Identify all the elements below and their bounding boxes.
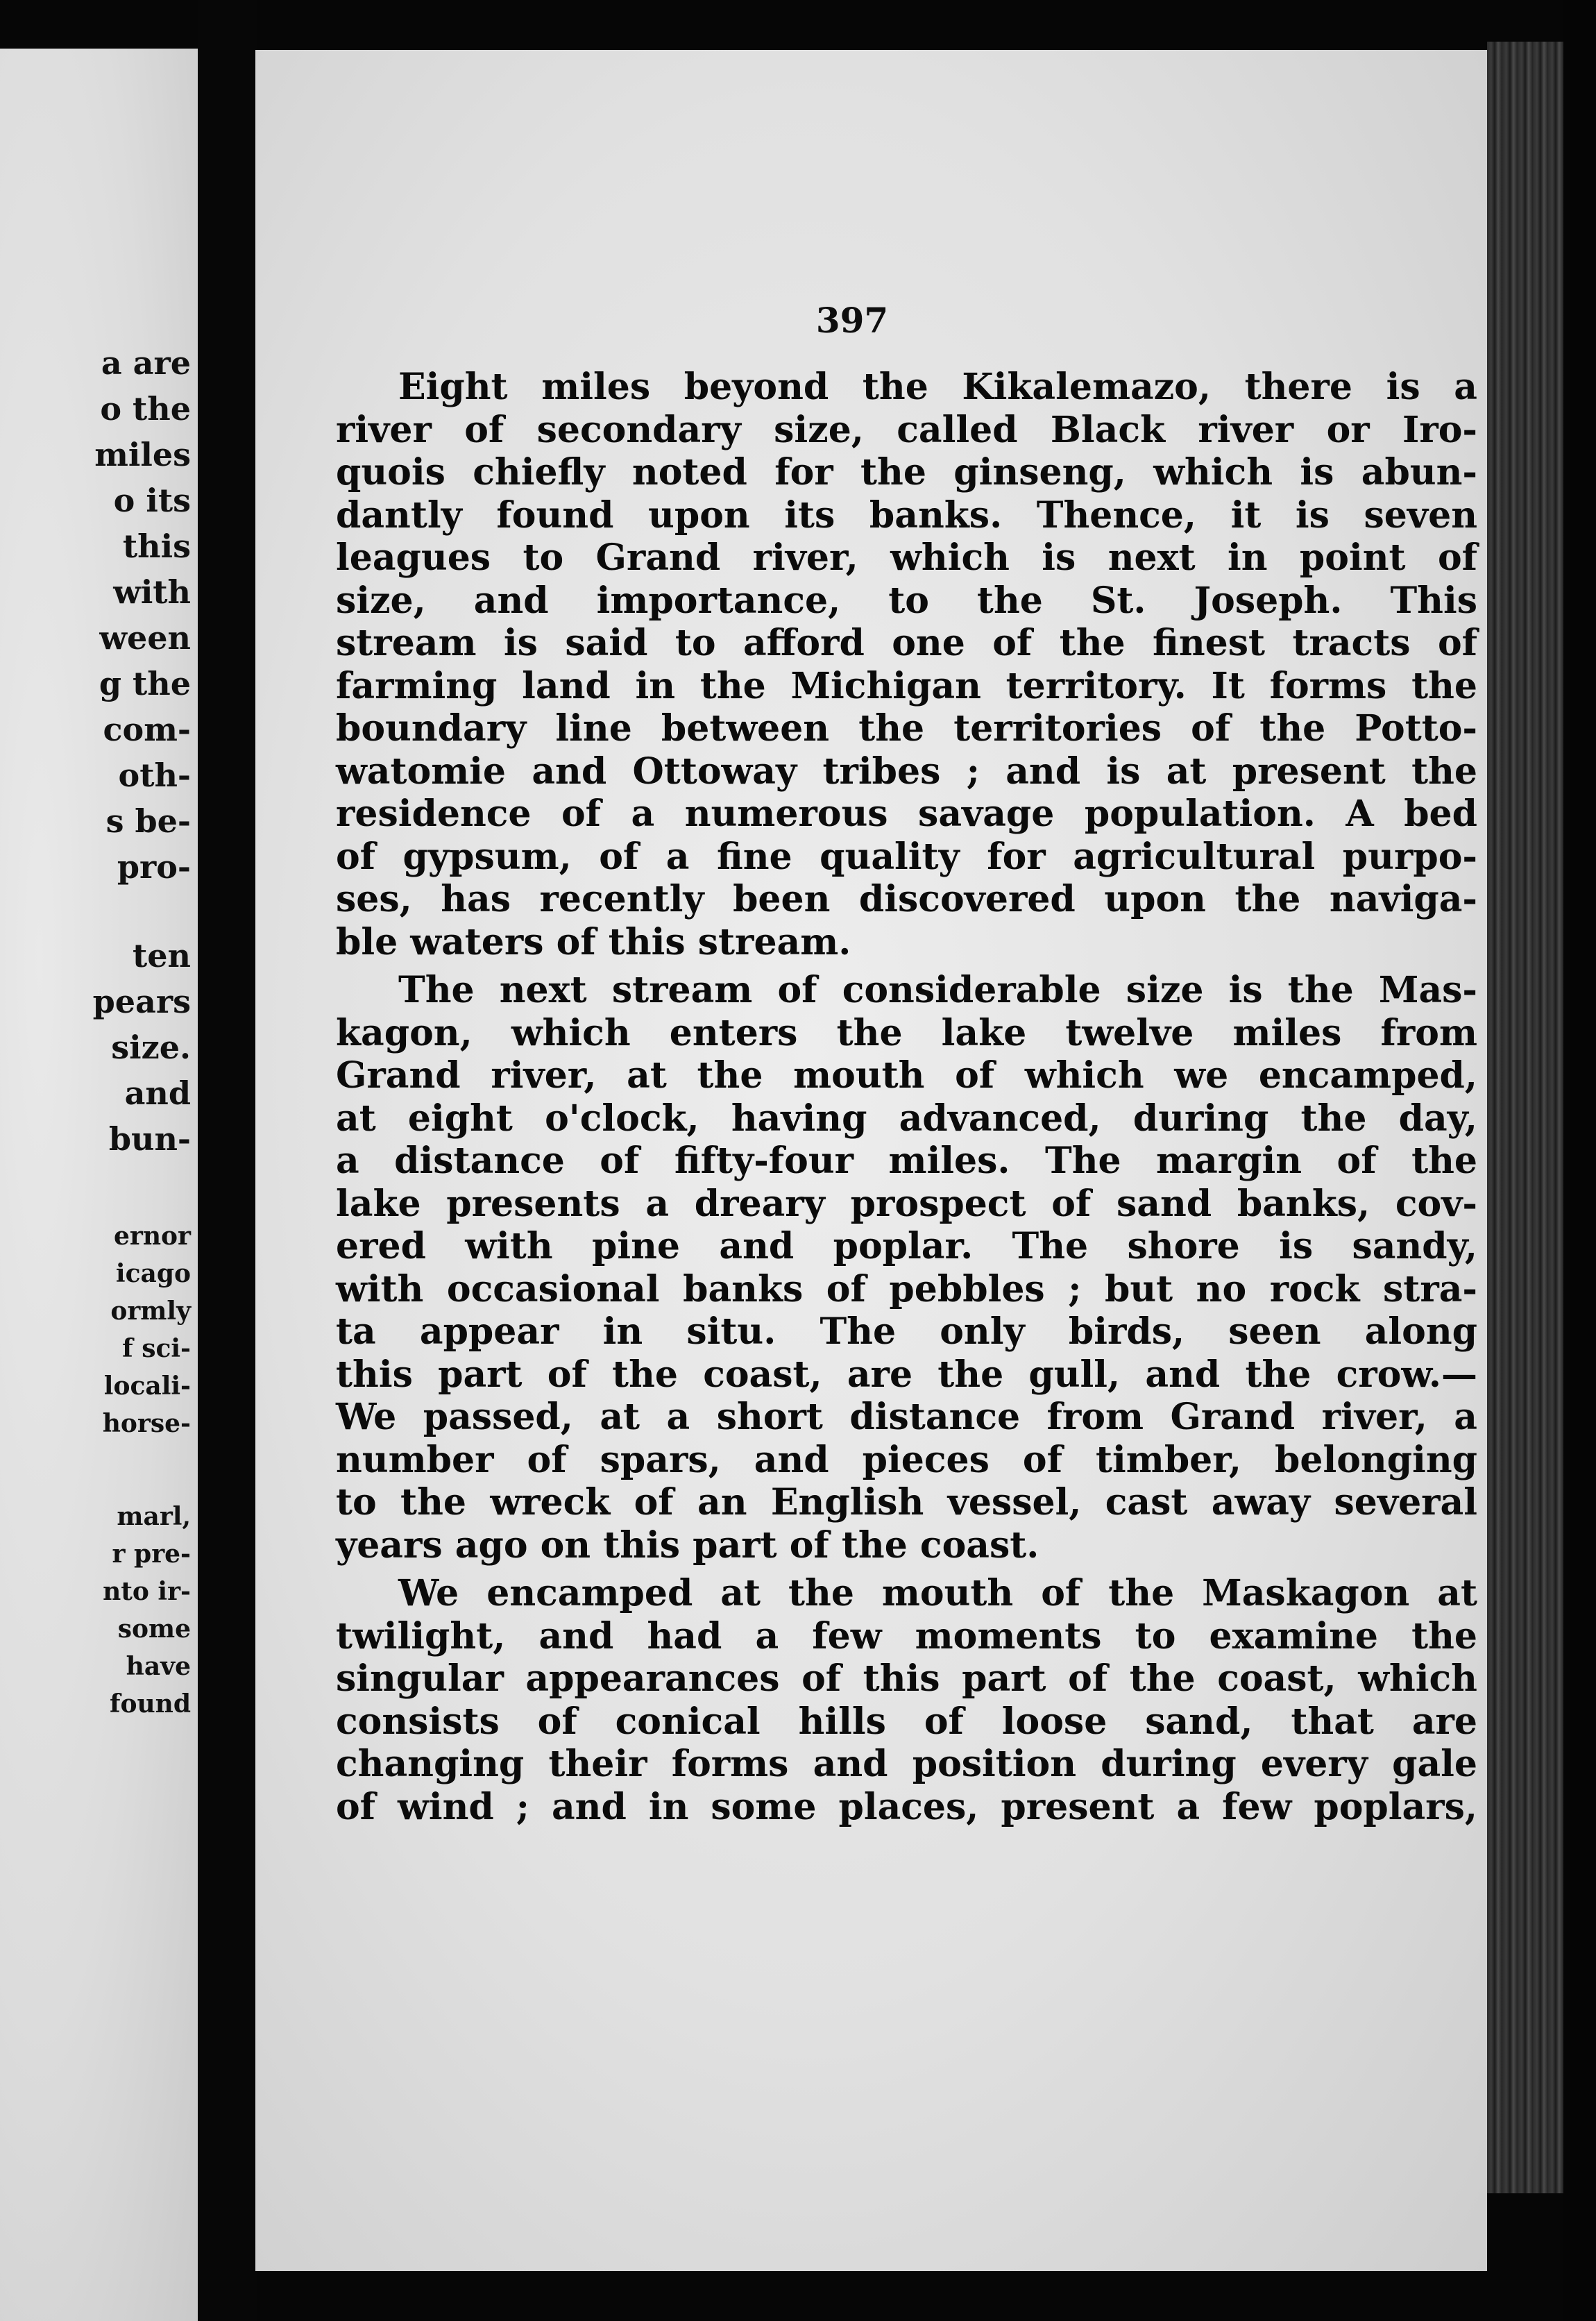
left-fragment-line: miles	[94, 436, 191, 473]
text-line: watomie and Ottoway tribes ; and is at present the	[336, 750, 1477, 793]
left-fragment-line: s be-	[105, 802, 191, 840]
book-gutter	[198, 0, 257, 2321]
text-line: number of spars, and pieces of timber, belonging	[336, 1438, 1477, 1481]
right-page	[255, 50, 1487, 2271]
left-fragment-line: this	[122, 528, 191, 565]
left-fragment-line: ten	[133, 937, 191, 974]
left-fragment-line: ween	[99, 619, 191, 657]
text-line: ses, has recently been discovered upon the naviga-	[336, 878, 1477, 920]
left-fragment-line: pears	[92, 983, 191, 1020]
text-line: kagon, which enters the lake twelve miles from	[336, 1011, 1477, 1054]
page-text	[336, 366, 1477, 1828]
left-fragment-line: o the	[100, 390, 191, 428]
left-fragment-line: icago	[115, 1259, 191, 1288]
text-line: with occasional banks of pebbles ; but no rock stra-	[336, 1267, 1477, 1310]
text-line: this part of the coast, are the gull, and the crow.—	[336, 1353, 1477, 1396]
book-edge-shadow	[1563, 0, 1596, 2321]
text-line: stream is said to afford one of the finest tracts of	[336, 622, 1477, 664]
text-line: lake presents a dreary prospect of sand banks, cov-	[336, 1182, 1477, 1225]
text-line: Grand river, at the mouth of which we encamped,	[336, 1054, 1477, 1097]
text-line: to the wreck of an English vessel, cast away several	[336, 1481, 1477, 1524]
left-fragment-line: with	[113, 573, 191, 611]
left-fragment-line: have	[126, 1652, 191, 1681]
text-line: river of secondary size, called Black river or Iro-	[336, 408, 1477, 451]
text-line: consists of conical hills of loose sand, that are	[336, 1700, 1477, 1743]
paragraph-1	[336, 366, 1477, 963]
text-line: a distance of fifty-four miles. The margin of the	[336, 1140, 1477, 1182]
left-fragment-line: nto ir-	[103, 1577, 191, 1606]
text-line: We passed, at a short distance from Grand river, a	[336, 1396, 1477, 1438]
paragraph-2	[336, 969, 1477, 1567]
left-fragment-line: some	[117, 1614, 191, 1644]
left-fragment-line: found	[109, 1689, 191, 1719]
text-line: ered with pine and poplar. The shore is sandy,	[336, 1225, 1477, 1267]
book-page-edges	[1487, 42, 1563, 2193]
left-fragment-line: locali-	[103, 1372, 191, 1401]
text-line: quois chiefly noted for the ginseng, which is abun-	[336, 451, 1477, 493]
paragraph-3	[336, 1572, 1477, 1828]
text-line: Eight miles beyond the Kikalemazo, there is a	[398, 366, 1477, 408]
left-fragment-line: oth-	[118, 757, 191, 794]
left-page-fragments	[0, 340, 191, 1723]
text-line: residence of a numerous savage population. A bed	[336, 793, 1477, 835]
left-fragment-line: marl,	[117, 1502, 191, 1531]
page-number: 397	[815, 300, 889, 341]
left-fragment-line: a are	[101, 344, 191, 382]
left-fragment-line: ormly	[110, 1297, 191, 1326]
text-line: ble waters of this stream.	[336, 920, 851, 963]
left-fragment-line: bun-	[108, 1120, 191, 1158]
text-line: twilight, and had a few moments to examine the	[336, 1614, 1477, 1657]
text-line: changing their forms and position during every gale	[336, 1743, 1477, 1785]
left-fragment-line: f sci-	[122, 1334, 191, 1363]
text-line: of wind ; and in some places, present a few poplars,	[336, 1785, 1477, 1828]
text-line: years ago on this part of the coast.	[336, 1524, 1039, 1567]
left-fragment-line: r pre-	[112, 1539, 191, 1569]
text-line: at eight o'clock, having advanced, during the day,	[336, 1097, 1477, 1140]
text-line: leagues to Grand river, which is next in point of	[336, 537, 1477, 579]
text-line: dantly found upon its banks. Thence, it is seven	[336, 493, 1477, 537]
text-line: ta appear in situ. The only birds, seen along	[336, 1310, 1477, 1353]
left-fragment-line: com-	[103, 711, 191, 748]
text-line: singular appearances of this part of the coast, which	[336, 1657, 1477, 1700]
text-line: size, and importance, to the St. Joseph. This	[336, 579, 1477, 622]
left-fragment-line: size.	[111, 1029, 191, 1066]
left-fragment-line: ernor	[113, 1222, 191, 1251]
text-line: of gypsum, of a fine quality for agricultural purpo-	[336, 835, 1477, 878]
text-line: boundary line between the territories of the Potto-	[336, 707, 1477, 750]
left-fragment-line: pro-	[117, 848, 191, 886]
left-fragment-line: and	[124, 1074, 191, 1112]
text-line: We encamped at the mouth of the Maskagon at	[398, 1572, 1477, 1614]
left-page	[0, 49, 198, 2321]
left-fragment-line: horse-	[102, 1409, 191, 1438]
text-line: farming land in the Michigan territory. It forms the	[336, 664, 1477, 707]
left-fragment-line: g the	[99, 665, 191, 702]
left-fragment-line: o its	[113, 482, 191, 519]
text-line: The next stream of considerable size is the Mas-	[398, 969, 1477, 1011]
